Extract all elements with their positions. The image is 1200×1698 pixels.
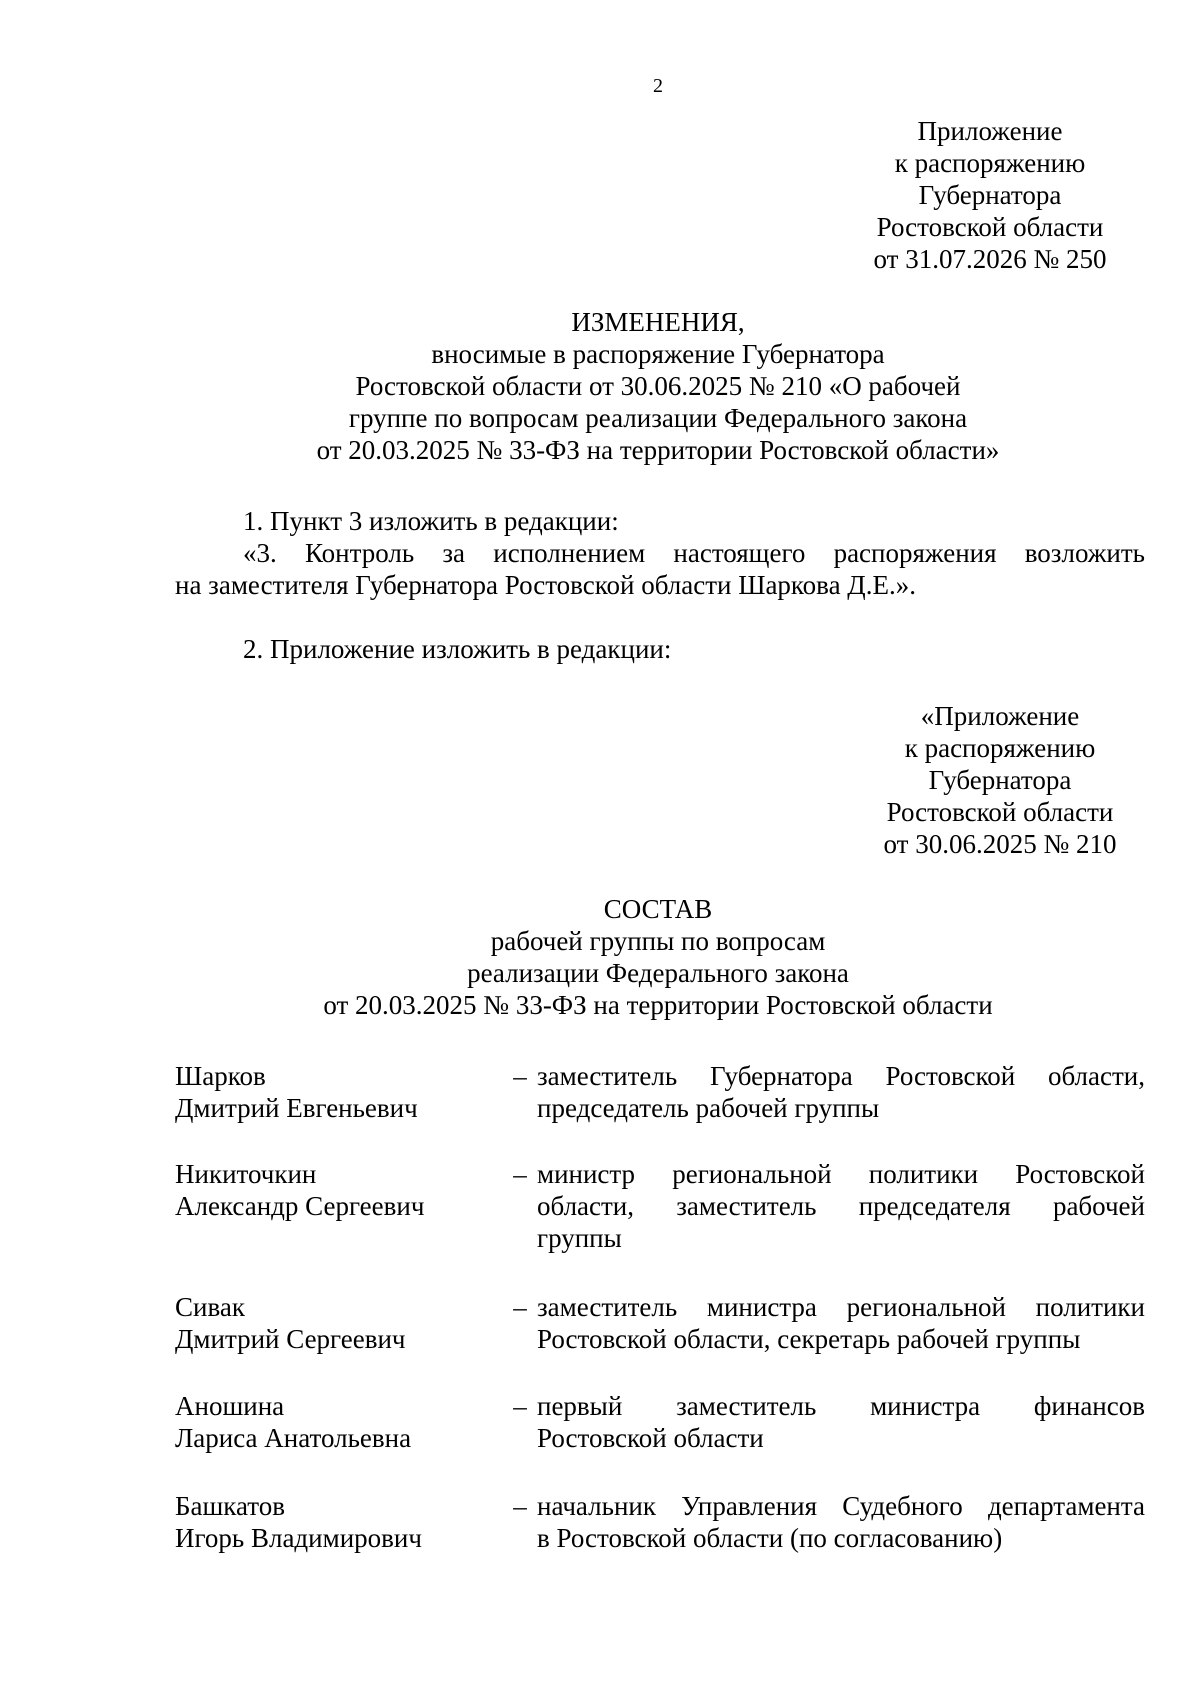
changes-subtitle-line: Ростовской области от 30.06.2025 № 210 «О рабочей [355,371,961,401]
member-name [175,1490,505,1554]
composition-subtitle-line: от 20.03.2025 № 33-ФЗ на территории Ростовской области [323,990,993,1020]
member-role-line: заместитель министра региональной политики [537,1292,1145,1322]
member-surname: Башкатов [175,1491,285,1521]
member-role [537,1390,1145,1454]
member-surname: Аношина [175,1391,285,1421]
changes-subtitle-line: группе по вопросам реализации Федерального закона [348,403,968,433]
member-dash: – [513,1491,527,1521]
member-role-line: заместитель Губернатора Ростовской области, [537,1061,1145,1091]
changes-subtitle-line: вносимые в распоряжение Губернатора [431,339,885,369]
member-name [175,1390,505,1454]
page-number: 2 [653,75,663,97]
member-given-name: Лариса Анатольевна [175,1423,412,1453]
appendix-header [840,115,1140,275]
changes-subtitle-line: от 20.03.2025 № 33-ФЗ на территории Ростовской области» [316,435,1000,465]
member-role-line: Ростовской области, секретарь рабочей группы [537,1324,1081,1354]
member-role-line: области, заместитель председателя рабочей [537,1191,1145,1221]
member-given-name: Дмитрий Евгеньевич [175,1093,418,1123]
member-dash: – [513,1391,527,1421]
item-2: 2. Приложение изложить в редакции: [243,634,672,664]
inner-appendix-line: Ростовской области [886,797,1114,827]
member-dash: – [513,1292,527,1322]
inner-appendix-line: «Приложение [920,701,1080,731]
item-1-quote-line-2: на заместителя Губернатора Ростовской области Шаркова Д.Е.». [175,570,916,600]
member-role-line: первый заместитель министра финансов [537,1391,1145,1421]
item-1-quote-line-1: «3. Контроль за исполнением настоящего распоряжения возложить [243,538,1145,568]
appendix-header-line: Приложение [917,116,1063,146]
member-role-line: в Ростовской области (по согласованию) [537,1523,1003,1553]
composition-subtitle [0,925,1200,1021]
member-role [537,1291,1145,1355]
composition-title: СОСТАВ [603,894,713,924]
composition-subtitle-line: реализации Федерального закона [467,958,849,988]
member-surname: Сивак [175,1292,245,1322]
member-surname: Шарков [175,1061,266,1091]
inner-appendix-header [850,700,1150,860]
member-role-line: Ростовской области [537,1423,764,1453]
member-dash: – [513,1061,527,1091]
appendix-header-line: Ростовской области [876,212,1104,242]
member-role-line: группы [537,1223,622,1253]
member-name [175,1060,505,1124]
inner-appendix-line: Губернатора [928,765,1072,795]
item-1: 1. Пункт 3 изложить в редакции: [243,506,619,536]
inner-appendix-line: к распоряжению [904,733,1096,763]
appendix-header-line: к распоряжению [894,148,1086,178]
member-role-line: председатель рабочей группы [537,1093,880,1123]
member-given-name: Дмитрий Сергеевич [175,1324,406,1354]
member-given-name: Александр Сергеевич [175,1191,425,1221]
inner-appendix-line: от 30.06.2025 № 210 [883,829,1117,859]
member-role [537,1490,1145,1554]
member-surname: Никиточкин [175,1159,317,1189]
appendix-header-line: Губернатора [918,180,1062,210]
changes-title: ИЗМЕНЕНИЯ, [571,307,745,337]
member-role [537,1060,1145,1124]
member-role [537,1158,1145,1254]
changes-subtitle [0,338,1200,466]
member-name [175,1291,505,1355]
composition-subtitle-line: рабочей группы по вопросам [490,926,826,956]
appendix-header-line: от 31.07.2026 № 250 [873,244,1107,274]
member-role-line: министр региональной политики Ростовской [537,1159,1145,1189]
member-given-name: Игорь Владимирович [175,1523,422,1553]
member-name [175,1158,505,1222]
member-role-line: начальник Управления Судебного департамента [537,1491,1145,1521]
member-dash: – [513,1159,527,1189]
